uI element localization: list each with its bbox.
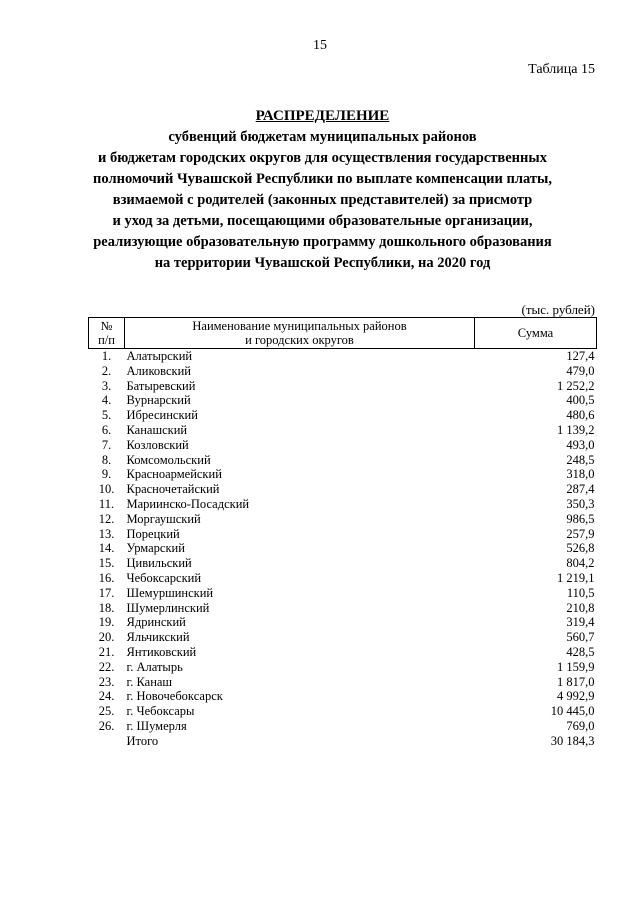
title-line: реализующие образовательную программу дошкольного образования — [93, 234, 552, 250]
header-name-line1: Наименование муниципальных районов — [192, 319, 407, 333]
table-row — [89, 453, 597, 468]
row-name: Красночетайский — [126, 482, 220, 497]
table-row — [89, 467, 597, 482]
header-name — [125, 318, 475, 349]
document-title — [60, 106, 585, 274]
row-number: 20. — [98, 630, 115, 645]
title-line: субвенций бюджетам муниципальных районов — [168, 129, 477, 145]
row-number: 22. — [98, 659, 115, 674]
table-row — [89, 689, 597, 704]
row-name: Козловский — [126, 437, 189, 452]
row-sum: 257,9 — [566, 526, 595, 541]
title-main: РАСПРЕДЕЛЕНИЕ — [255, 108, 390, 124]
row-name: Вурнарский — [126, 393, 191, 408]
row-number: 4. — [101, 393, 112, 408]
row-name: Алатырский — [126, 349, 193, 363]
total-label: Итого — [126, 733, 159, 748]
table-row — [89, 660, 597, 675]
row-sum: 400,5 — [566, 393, 595, 408]
row-number: 11. — [98, 496, 115, 511]
row-name: г. Чебоксары — [126, 704, 195, 719]
row-number: 13. — [98, 526, 115, 541]
page-number: 15 — [313, 38, 327, 53]
title-line: взимаемой с родителей (законных представителей) за присмотр — [112, 192, 533, 208]
row-name: Канашский — [126, 422, 188, 437]
title-line: на территории Чувашской Республики, на 2020 год — [154, 255, 491, 271]
row-name: Чебоксарский — [126, 570, 202, 585]
row-number: 18. — [98, 600, 115, 615]
table-row — [89, 482, 597, 497]
row-number: 17. — [98, 585, 115, 600]
row-name: Аликовский — [126, 363, 191, 378]
row-name: г. Шумерля — [126, 718, 187, 733]
row-name: Батыревский — [126, 378, 196, 393]
table-row — [89, 630, 597, 645]
table-row — [89, 497, 597, 512]
row-sum: 1 139,2 — [557, 422, 595, 437]
row-sum: 1 252,2 — [557, 378, 595, 393]
table-row — [89, 571, 597, 586]
table-row — [89, 719, 597, 734]
row-sum: 287,4 — [566, 482, 595, 497]
header-number-line2: п/п — [98, 333, 115, 347]
row-sum: 480,6 — [566, 408, 595, 423]
row-name: Моргаушский — [126, 511, 201, 526]
row-number: 2. — [101, 363, 112, 378]
row-sum: 4 992,9 — [557, 689, 595, 704]
row-sum: 1 219,1 — [557, 570, 595, 585]
table-row — [89, 645, 597, 660]
row-sum: 769,0 — [566, 718, 595, 733]
table-row — [89, 586, 597, 601]
row-name: г. Новочебоксарск — [126, 689, 223, 704]
row-number: 3. — [101, 378, 112, 393]
total-number-cell — [89, 734, 125, 749]
row-name: Яльчикский — [126, 630, 190, 645]
table-row — [89, 423, 597, 438]
table-row — [89, 704, 597, 719]
row-number: 12. — [98, 511, 115, 526]
header-sum: Сумма — [475, 318, 597, 349]
row-name: Красноармейский — [126, 467, 222, 482]
row-name: Мариинско-Посадский — [126, 496, 250, 511]
table-row — [89, 364, 597, 379]
row-number: 16. — [98, 570, 115, 585]
row-name: Комсомольский — [126, 452, 211, 467]
row-sum: 479,0 — [566, 363, 595, 378]
row-sum: 127,4 — [566, 349, 595, 363]
row-sum: 804,2 — [566, 556, 595, 571]
row-number: 19. — [98, 615, 115, 630]
row-number: 15. — [98, 556, 115, 571]
row-sum: 110,5 — [566, 585, 595, 600]
row-name: Порецкий — [126, 526, 180, 541]
row-sum: 493,0 — [566, 437, 595, 452]
row-sum: 248,5 — [566, 452, 595, 467]
row-number: 24. — [98, 689, 115, 704]
table-body — [89, 349, 597, 749]
row-sum: 318,0 — [566, 467, 595, 482]
row-name: Шумерлинский — [126, 600, 210, 615]
row-sum: 210,8 — [566, 600, 595, 615]
row-name: Цивильский — [126, 556, 192, 571]
row-name: г. Канаш — [126, 674, 173, 689]
header-name-line2: и городских округов — [245, 333, 354, 347]
row-name: г. Алатырь — [126, 659, 183, 674]
table-row — [89, 393, 597, 408]
table-header-row — [89, 318, 597, 349]
title-line: и бюджетам городских округов для осуществления государственных — [98, 150, 547, 166]
row-number: 8. — [101, 452, 112, 467]
total-row — [89, 734, 597, 749]
row-number: 23. — [98, 674, 115, 689]
row-sum: 560,7 — [566, 630, 595, 645]
row-number: 10. — [98, 482, 115, 497]
header-number-line1: № — [100, 319, 113, 333]
row-number: 14. — [98, 541, 115, 556]
row-number: 5. — [101, 408, 112, 423]
row-name: Янтиковский — [126, 644, 197, 659]
table-row — [89, 349, 597, 364]
table-row — [89, 601, 597, 616]
title-line: и уход за детьми, посещающими образовательные организации, — [112, 213, 533, 229]
row-number: 7. — [101, 437, 112, 452]
title-line: полномочий Чувашской Республики по выплате компенсации платы, — [93, 171, 552, 187]
table-row — [89, 438, 597, 453]
row-number: 21. — [98, 644, 115, 659]
row-number: 1. — [101, 349, 112, 363]
row-sum: 428,5 — [566, 644, 595, 659]
row-name: Ибресинский — [126, 408, 198, 423]
row-name: Шемуршинский — [126, 585, 214, 600]
row-sum: 526,8 — [566, 541, 595, 556]
header-number — [89, 318, 125, 349]
row-number: 6. — [101, 422, 112, 437]
row-sum: 350,3 — [566, 496, 595, 511]
total-sum: 30 184,3 — [550, 733, 595, 748]
row-number: 9. — [101, 467, 112, 482]
row-name: Ядринский — [126, 615, 186, 630]
table-row — [89, 541, 597, 556]
row-name: Урмарский — [126, 541, 185, 556]
table-row — [89, 556, 597, 571]
table-row — [89, 379, 597, 394]
table-row — [89, 675, 597, 690]
table-row — [89, 527, 597, 542]
row-sum: 10 445,0 — [550, 704, 595, 719]
row-number: 26. — [98, 718, 115, 733]
row-number: 25. — [98, 704, 115, 719]
units-label: (тыс. рублей) — [521, 302, 595, 317]
table-caption: Таблица 15 — [528, 62, 595, 77]
row-sum: 1 159,9 — [557, 659, 595, 674]
distribution-table — [88, 317, 597, 749]
table-row — [89, 408, 597, 423]
row-sum: 986,5 — [566, 511, 595, 526]
row-sum: 319,4 — [566, 615, 595, 630]
table-row — [89, 512, 597, 527]
table-row — [89, 615, 597, 630]
row-sum: 1 817,0 — [557, 674, 595, 689]
